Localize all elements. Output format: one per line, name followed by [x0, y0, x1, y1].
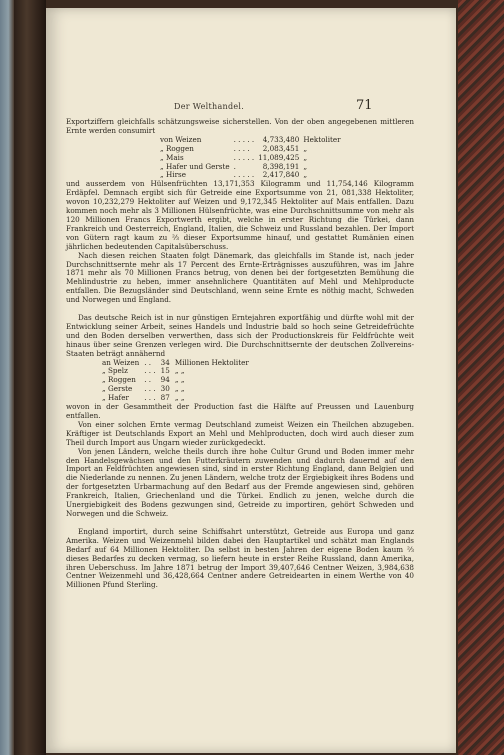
table-cell-unit: „ [303, 161, 308, 171]
table-cell-label: „ Hirse [160, 170, 186, 180]
table-cell-unit: „ „ [174, 366, 185, 376]
table-cell-label: „ Gerste [102, 384, 133, 394]
table-cell-value: 34 [160, 357, 170, 367]
table-cell-unit: „ „ [174, 384, 185, 394]
paragraph: Das deutsche Reich ist in nur günstigen Erntejahren exportfähig und dürfte wohl mit der Entwicklung seiner Arbeit, seines Handels und Industrie bald so hoch seine Getreidefrüchte und den Boden derselben verwerthen, dass sich der Productionskreis für Feldfrüchte weit hinaus über seine Grenzen verlegen wird. Die Durchschnittsernte der deutschen Zollvereins-Staaten beträgt annähernd [66, 313, 414, 358]
running-title: Der Welthandel. [174, 102, 245, 111]
table-cell-dots: . [233, 161, 236, 171]
book-spine-shadow [14, 0, 46, 755]
paragraph: England importirt, durch seine Schiffsahrt unterstützt, Getreide aus Europa und ganz Amerika. Weizen und Weizenmehl bilden dabei den Hauptartikel und schätzt man Englands Bedarf auf 64 Millionen Hektoliter. Da selbst in besten Jahren der eigene Boden kaum ⅔ dieses Bedarfes zu decken vermag, so liefern heute in erster Reihe Russland, dann Amerika, ihren Ueberschuss. Im Jahre 1871 betrug der Import 39,407,646 Centner Weizen, 3,984,638 Centner Weizenmehl und 36,428,664 Centner andere Getreidearten in einem Werthe von 40 Millionen Pfund Sterling. [66, 526, 414, 590]
table-cell-value: 11,089,425 [258, 152, 300, 162]
paragraph: Von einer solchen Ernte vermag Deutschland zumeist Weizen ein Theilchen abzugeben. Kräftiger ist Deutschlands Export an Mehl und Mehlproducten, doch wird auch dieser zum Theil durch Import aus Ungarn wieder zurückgedeckt. [66, 419, 414, 447]
paragraph: und ausserdem von Hülsenfrüchten 13,171,353 Kilogramm und 11,754,146 Kilogramm Erdäpfel. Demnach ergibt sich für Getreide eine Exportsumme von 21, 081,338 Hektoliter, wovon 10,232,279 Hektoliter auf Weizen und 9,172,345 Hektoliter auf Mais entfallen. Dazu kommen noch mehr als 3 Millionen Hülsenfrüchte, was eine Durchschnittsumme von mehr als 120 Millionen Francs Exportwerth ergibt, welche in erster Richtung die Türkei, dann Frankreich und Oesterreich, England, Italien, die Schweiz und Russland bezahlen. Der Import von Gütern ragt kaum zu ⅔ dieser Exportsumme hinauf, und gestattet Rumänien einen jährlichen bedeutenden Capitalsüberschuss. [66, 179, 414, 251]
table-cell-dots: . . [144, 375, 152, 385]
table-cell-dots: . . . . [233, 143, 250, 153]
table-cell-unit: „ [303, 143, 308, 153]
table-cell-label: an Weizen [102, 357, 140, 367]
table-cell-dots: . . . [144, 366, 156, 376]
paragraph: wovon in der Gesammtheit der Production fast die Hälfte auf Preussen und Lauenburg entfallen. [66, 402, 414, 420]
table-cell-value: 8,398,191 [262, 161, 300, 171]
table-cell-unit: Hektoliter [303, 134, 341, 144]
table-cell-unit: Millionen Hektoliter [174, 357, 249, 367]
table-cell-dots: . . . [144, 393, 156, 403]
table-cell-dots: . . [144, 357, 152, 367]
table-cell-value: 2,417,840 [262, 170, 300, 180]
paragraph: Von jenen Ländern, welche theils durch ihre hohe Cultur Grund und Boden immer mehr den Handelsgewächsen und den Futterkräutern zuwenden und dadurch dauernd auf den Import an Feldfrüchten angewiesen sind, sind in erster Richtung England, dann Belgien und die Niederlande zu nennen. Zu jenen Ländern, welche trotz der Ergiebigkeit ihres Bodens und der fortgesetzten Urbarmachung auf den Bedarf aus der Fremde angewiesen sind, gehören Frankreich, Italien, Griechenland und die Türkei. Endlich zu jenen, welche durch die Unergiebigkeit des Bodens gezwungen sind, Getreide zu importiren, gehört Schweden und Norwegen und die Schweiz. [66, 446, 414, 518]
paragraph: Exportziffern gleichfalls schätzungsweise sicherstellen. Von der oben angegebenen mittleren Ernte werden consumirt [66, 117, 414, 135]
table-cell-label: „ Roggen [160, 143, 194, 153]
table-cell-dots: . . . . . [233, 152, 255, 162]
harvest-table [102, 359, 254, 404]
table-cell-label: „ Hafer [102, 393, 129, 403]
consumption-table [160, 136, 345, 181]
body-text [66, 118, 414, 590]
table-cell-dots: . . . [144, 384, 156, 394]
table-cell-value: 4,733,480 [262, 134, 300, 144]
table-cell-value: 94 [160, 375, 170, 385]
table-cell-unit: „ [303, 152, 308, 162]
table-cell-dots: . . . . . [233, 134, 255, 144]
table-cell-value: 2,083,451 [262, 143, 300, 153]
table-cell-dots: . . . . . [233, 170, 255, 180]
page-number: 71 [356, 98, 373, 113]
book-page [46, 8, 456, 753]
table-cell-unit: „ „ [174, 393, 185, 403]
table-cell-label: „ Spelz [102, 366, 128, 376]
paragraph: Nach diesen reichen Staaten folgt Dänemark, das gleichfalls im Stande ist, nach jeder Durchschnittsernte mehr als 17 Percent des Ernte-Erträgnisses auszuführen, was im Jahre 1871 mehr als 70 Millionen Francs betrug, von denen bei der fortgesetzten Bemühung die Mehlindustrie zu heben, immer ansehnlichere Quantitäten auf Mehl und Mehlproducte entfallen. Die Bezugsländer sind Deutschland, wenn seine Ernte es nöthig macht, Schweden und Norwegen und England. [66, 250, 414, 305]
table-cell-label: „ Mais [160, 152, 184, 162]
table-cell-value: 87 [160, 393, 170, 403]
book-cover-edge-right [458, 0, 504, 755]
table-cell-unit: „ [303, 170, 308, 180]
table-cell-label: „ Roggen [102, 375, 136, 385]
table-cell-label: „ Hafer und Gerste [160, 161, 230, 171]
book-page-edge-left [0, 0, 14, 755]
table-cell-unit: „ „ [174, 375, 185, 385]
table-cell-label: von Weizen [160, 134, 202, 144]
table-cell-value: 30 [160, 384, 170, 394]
table-cell-value: 15 [160, 366, 170, 376]
